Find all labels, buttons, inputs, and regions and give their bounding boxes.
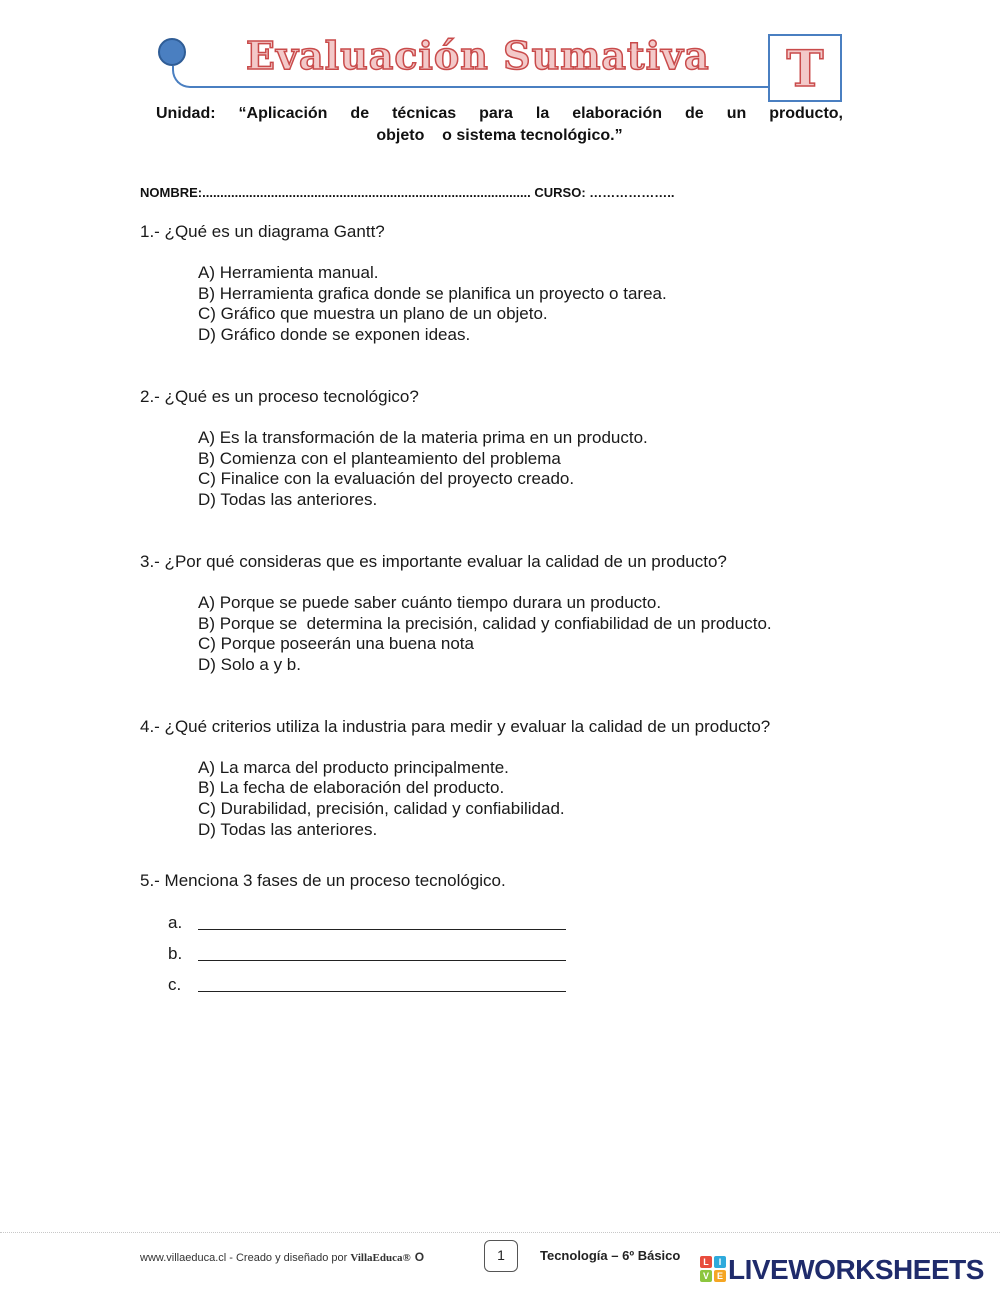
- question-5-prompt: 5.- Menciona 3 fases de un proceso tecnológico.: [140, 871, 506, 890]
- logo-cell-l: L: [700, 1256, 712, 1268]
- footer-brand-mark-icon: O: [414, 1250, 425, 1264]
- question-2-option-b[interactable]: B) Comienza con el planteamiento del problema: [198, 449, 561, 468]
- question-4-option-d[interactable]: D) Todas las anteriores.: [198, 820, 378, 839]
- question-3-option-c[interactable]: C) Porque poseerán una buena nota: [198, 634, 474, 653]
- question-5-blank-label-b: b.: [168, 944, 183, 963]
- liveworksheets-logo-icon: [700, 1256, 728, 1284]
- footer-credit: [140, 1250, 424, 1264]
- question-3-option-d[interactable]: D) Solo a y b.: [198, 655, 301, 674]
- question-1-option-a[interactable]: A) Herramienta manual.: [198, 263, 379, 282]
- footer-brand: VillaEduca®: [350, 1252, 411, 1264]
- question-1-prompt: 1.- ¿Qué es un diagrama Gantt?: [140, 222, 385, 241]
- liveworksheets-wordmark[interactable]: LIVEWORKSHEETS: [728, 1254, 984, 1285]
- question-1-option-b[interactable]: B) Herramienta grafica donde se planifica un proyecto o tarea.: [198, 284, 667, 303]
- logo-cell-e: E: [714, 1270, 726, 1282]
- nombre-curso-line[interactable]: NOMBRE:........................................................................................... CURSO: ………………..: [140, 185, 675, 200]
- question-1-option-c[interactable]: C) Gráfico que muestra un plano de un objeto.: [198, 304, 548, 323]
- question-2-option-a[interactable]: A) Es la transformación de la materia prima en un producto.: [198, 428, 648, 447]
- unit-title-line-1: Unidad: “Aplicación de técnicas para la elaboración de un producto,: [156, 105, 843, 122]
- question-5-answer-line-b[interactable]: [198, 960, 566, 961]
- footer-subject: Tecnología – 6º Básico: [540, 1248, 681, 1263]
- footer-credit-text: www.villaeduca.cl - Creado y diseñado por: [140, 1252, 351, 1264]
- subject-badge-letter: T: [786, 39, 824, 98]
- question-1-option-d[interactable]: D) Gráfico donde se exponen ideas.: [198, 325, 471, 344]
- question-3-option-a[interactable]: A) Porque se puede saber cuánto tiempo durara un producto.: [198, 593, 662, 612]
- question-4-prompt: 4.- ¿Qué criterios utiliza la industria para medir y evaluar la calidad de un producto?: [140, 717, 771, 736]
- page-title: Evaluación Sumativa: [246, 33, 710, 78]
- question-5-answer-line-a[interactable]: [198, 929, 566, 930]
- question-4-option-c[interactable]: C) Durabilidad, precisión, calidad y confiabilidad.: [198, 799, 565, 818]
- question-2-option-d[interactable]: D) Todas las anteriores.: [198, 490, 378, 509]
- question-3-option-b[interactable]: B) Porque se determina la precisión, calidad y confiabilidad de un producto.: [198, 614, 772, 633]
- unit-title-line-2: objeto o sistema tecnológico.”: [376, 127, 623, 144]
- logo-cell-v: V: [700, 1270, 712, 1282]
- question-4-option-a[interactable]: A) La marca del producto principalmente.: [198, 758, 509, 777]
- question-5-answer-line-c[interactable]: [198, 991, 566, 992]
- footer-divider: [0, 1232, 1000, 1233]
- question-2-prompt: 2.- ¿Qué es un proceso tecnológico?: [140, 387, 419, 406]
- page-number: 1: [484, 1240, 518, 1272]
- question-2-option-c[interactable]: C) Finalice con la evaluación del proyecto creado.: [198, 469, 575, 488]
- question-3-prompt: 3.- ¿Por qué consideras que es importante evaluar la calidad de un producto?: [140, 552, 727, 571]
- question-5-blank-label-c: c.: [168, 975, 182, 994]
- header-circle-icon: [158, 38, 186, 66]
- subject-badge: [768, 34, 842, 102]
- logo-cell-i: I: [714, 1256, 726, 1268]
- question-5-blank-label-a: a.: [168, 913, 183, 932]
- question-4-option-b[interactable]: B) La fecha de elaboración del producto.: [198, 778, 505, 797]
